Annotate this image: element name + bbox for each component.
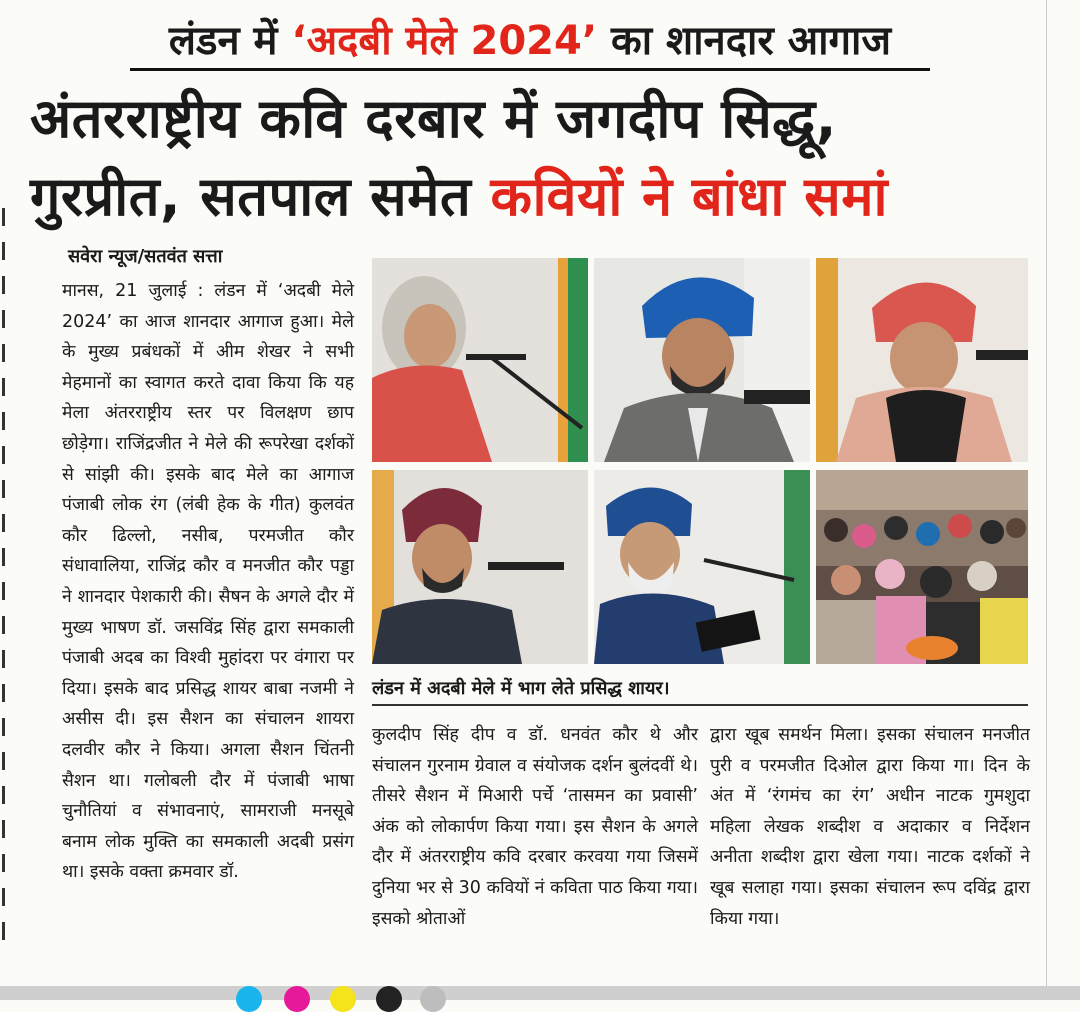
- speaker-grey-hair-illustration: [372, 258, 588, 462]
- article-column-2: कुलदीप सिंह दीप व डॉ. धनवंत कौर थे और संचालन गुरनाम ग्रेवाल व संयोजक दर्शन बुलंदवीं थे। तीसरे सैशन में मिआरी पर्चे ‘तासमन का प्रवासी’ अंक को लोकार्पण किया गया। इस सैशन के अगले दौर में अंतरराष्ट्रीय कवि दरबार करवया गया जिसमें दुनिया भर से 30 कवियों नं कविता पाठ किया गया। इसको श्रोताओं: [372, 725, 698, 929]
- kicker-text-after: का शानदार आगाज: [610, 18, 892, 64]
- headline-line-2-black: गुरप्रीत, सतपाल समेत: [30, 165, 472, 228]
- right-margin-rule: [1046, 0, 1047, 1000]
- registration-dot-magenta: [284, 986, 310, 1012]
- registration-dot-grey: [420, 986, 446, 1012]
- speaker-blue-turban-illustration: [594, 258, 810, 462]
- photo-speaker-blue-turban: [594, 258, 810, 462]
- headline-line-2-red: कवियों ने बांधा समां: [490, 165, 889, 228]
- byline: सवेरा न्यूज/सतवंत सत्ता: [68, 246, 223, 267]
- photo-collage: [372, 258, 1028, 664]
- photo-speaker-grey-hair: [372, 258, 588, 462]
- kicker-headline: [130, 14, 930, 71]
- speaker-navy-turban-illustration: [594, 470, 810, 664]
- speaker-maroon-turban-illustration: [372, 470, 588, 664]
- headline-line-1: अंतरराष्ट्रीय कवि दरबार में जगदीप सिद्धू,: [30, 87, 837, 150]
- photo-speaker-navy-turban: [594, 470, 810, 664]
- headline-line-2: [30, 158, 1040, 236]
- audience-illustration: [816, 470, 1028, 664]
- kicker-highlight: ‘अदबी मेले 2024’: [291, 18, 598, 64]
- registration-dot-cyan: [236, 986, 262, 1012]
- print-registration-bar: [0, 986, 1080, 1000]
- registration-dot-black: [376, 986, 402, 1012]
- article-column-1: मानस, 21 जुलाई : लंडन में ‘अदबी मेले 2024’ का आज शानदार आगाज हुआ। मेले के मुख्य प्रबंधकों में अीम शेखर ने सभी मेहमानों का स्वागत करते दावा किया कि यह मेला अंतरराष्ट्रीय स्तर पर विलक्षण छाप छोड़ेगा। राजिंद्रजीत ने मेले की रूपरेखा दर्शकों से सांझी की। इसके बाद मेले का आगाज पंजाबी लोक रंग (लंबी हेक के गीत) कुलवंत कौर ढिल्लो, नसीब, परमजीत कौर संधावालिया, राजिंद्र कौर व मनजीत कौर पड्डा ने शानदार पेशकारी की। सैषन के अगले दौर में मुख्य भाषण डॉ. जसविंद्र सिंह द्वारा समकाली पंजाबी अदब का विश्वी मुहांदरा पर वंगारा पर दिया। इसके बाद प्रसिद्ध शायर बाबा नजमी ने असीस दी। इस सैशन का संचालन शायरा दलवीर कौर ने किया। अगला सैशन चिंतनी सैशन था। गलोबली दौर में पंजाबी भाषा चुनौतियां व संभावनाएं, सामराजी मनसूबे बनाम लोक मुक्ति का समकाली अदबी प्रसंग था। इसके वक्ता क्रमवार डॉ.: [62, 281, 354, 883]
- photo-caption: लंडन में अदबी मेले में भाग लेते प्रसिद्ध शायर।: [372, 676, 1028, 706]
- left-edge-text-fragments: [0, 200, 8, 940]
- article-column-3: द्वारा खूब समर्थन मिला। इसका संचालन मनजीत पुरी व परमजीत दिओल द्वारा किया गा। दिन के अंत में ‘रंगमंच का रंग’ अधीन नाटक गुमशुदा महिला लेखक शब्दीश व अदाकार व निर्देशन अनीता शब्दीश द्वारा खेला गया। नाटक दर्शकों ने खूब सलाहा गया। इसका संचालन रूप दविंद्र द्वारा किया गया।: [710, 725, 1030, 929]
- photo-speaker-red-turban: [816, 258, 1028, 462]
- kicker-text-before: लंडन में: [168, 18, 278, 64]
- photo-audience: [816, 470, 1028, 664]
- registration-dot-yellow: [330, 986, 356, 1012]
- speaker-red-turban-illustration: [816, 258, 1028, 462]
- photo-speaker-maroon-turban: [372, 470, 588, 664]
